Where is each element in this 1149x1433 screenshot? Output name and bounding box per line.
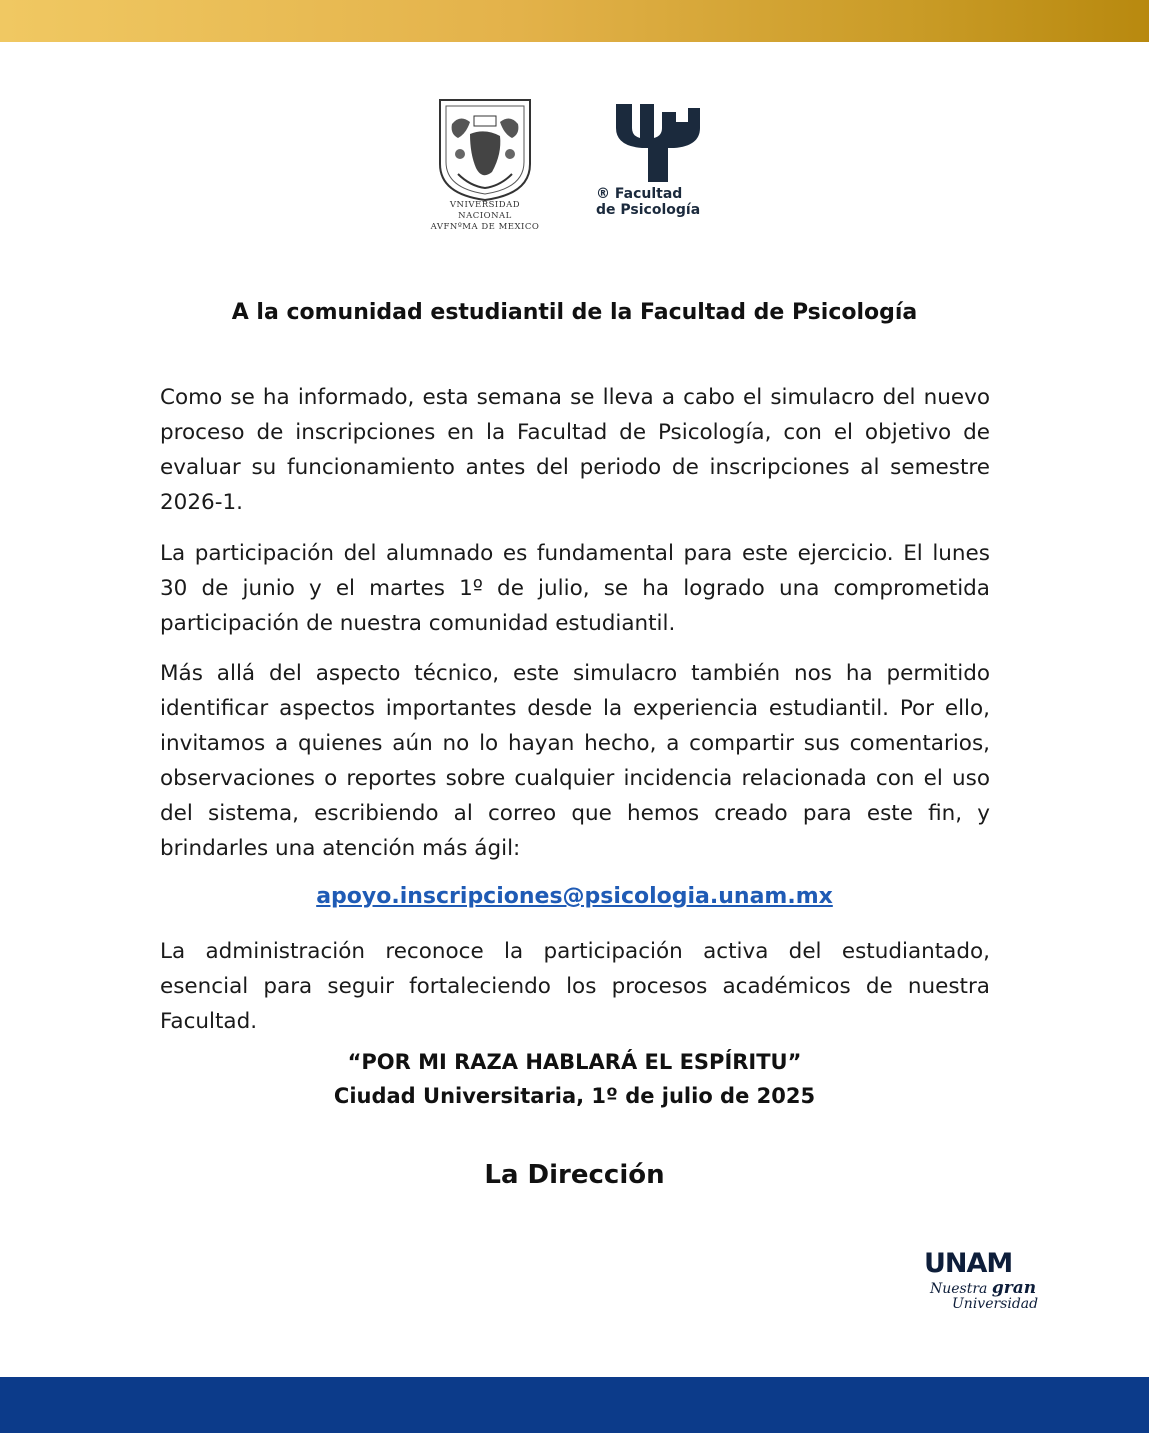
unam-caption-line1: VNIVERSIDAD NACIONAL [449, 200, 521, 221]
top-gold-band [0, 0, 1149, 42]
brand-tagline-2: Universidad [952, 1296, 1039, 1312]
document-heading: A la comunidad estudiantil de la Facultad de Psicología [231, 300, 918, 325]
unam-caption-line2: AVFNºMA DE MEXICO [430, 222, 540, 232]
signature: La Dirección [484, 1160, 665, 1190]
paragraph-1: Como se ha informado, esta semana se lleva a cabo el simulacro del nuevo proceso de inscripciones en la Facultad de Psicología, con el objetivo de evaluar su funcionamiento antes del periodo de inscripciones al semestre 2026-1. [160, 385, 990, 515]
motto-block [0, 1045, 1149, 1113]
paragraph-3: Más allá del aspecto técnico, este simulacro también nos ha permitido identificar aspectos importantes desde la experiencia estudiantil. Por ello, invitamos a quienes aún no lo hayan hecho, a compartir sus comentarios, observaciones o reportes sobre cualquier incidencia relacionada con el uso del sistema, escribiendo al correo que hemos creado para este fin, y brindarles una atención más ágil: [160, 661, 990, 861]
brand-tagline-word-2: gran [991, 1278, 1037, 1298]
bottom-blue-band [0, 1377, 1149, 1433]
brand-title: UNAM [924, 1248, 1013, 1279]
motto: “POR MI RAZA HABLARÁ EL ESPÍRITU” [347, 1050, 802, 1074]
paragraph-4: La administración reconoce la participación activa del estudiantado, esencial para seguir fortaleciendo los procesos académicos de nuestra Facultad. [160, 939, 990, 1034]
psico-logo-line1: ® Facultad [596, 186, 683, 202]
support-email-link[interactable]: apoyo.inscripciones@psicologia.unam.mx [316, 884, 833, 909]
brand-tagline-1 [930, 1278, 1036, 1298]
psicologia-logo-text [596, 186, 726, 218]
brand-tagline-word-1: Nuestra [930, 1281, 988, 1297]
unam-seal-caption [430, 200, 540, 233]
psico-logo-line2: de Psicología [596, 202, 701, 218]
place-date: Ciudad Universitaria, 1º de julio de 2025 [333, 1084, 816, 1108]
paragraph-2: La participación del alumnado es fundamental para este ejercicio. El lunes 30 de junio y el martes 1º de julio, se ha logrado una comprometida participación de nuestra comunidad estudiantil. [160, 541, 990, 636]
unam-brand-logo [924, 1248, 1044, 1318]
